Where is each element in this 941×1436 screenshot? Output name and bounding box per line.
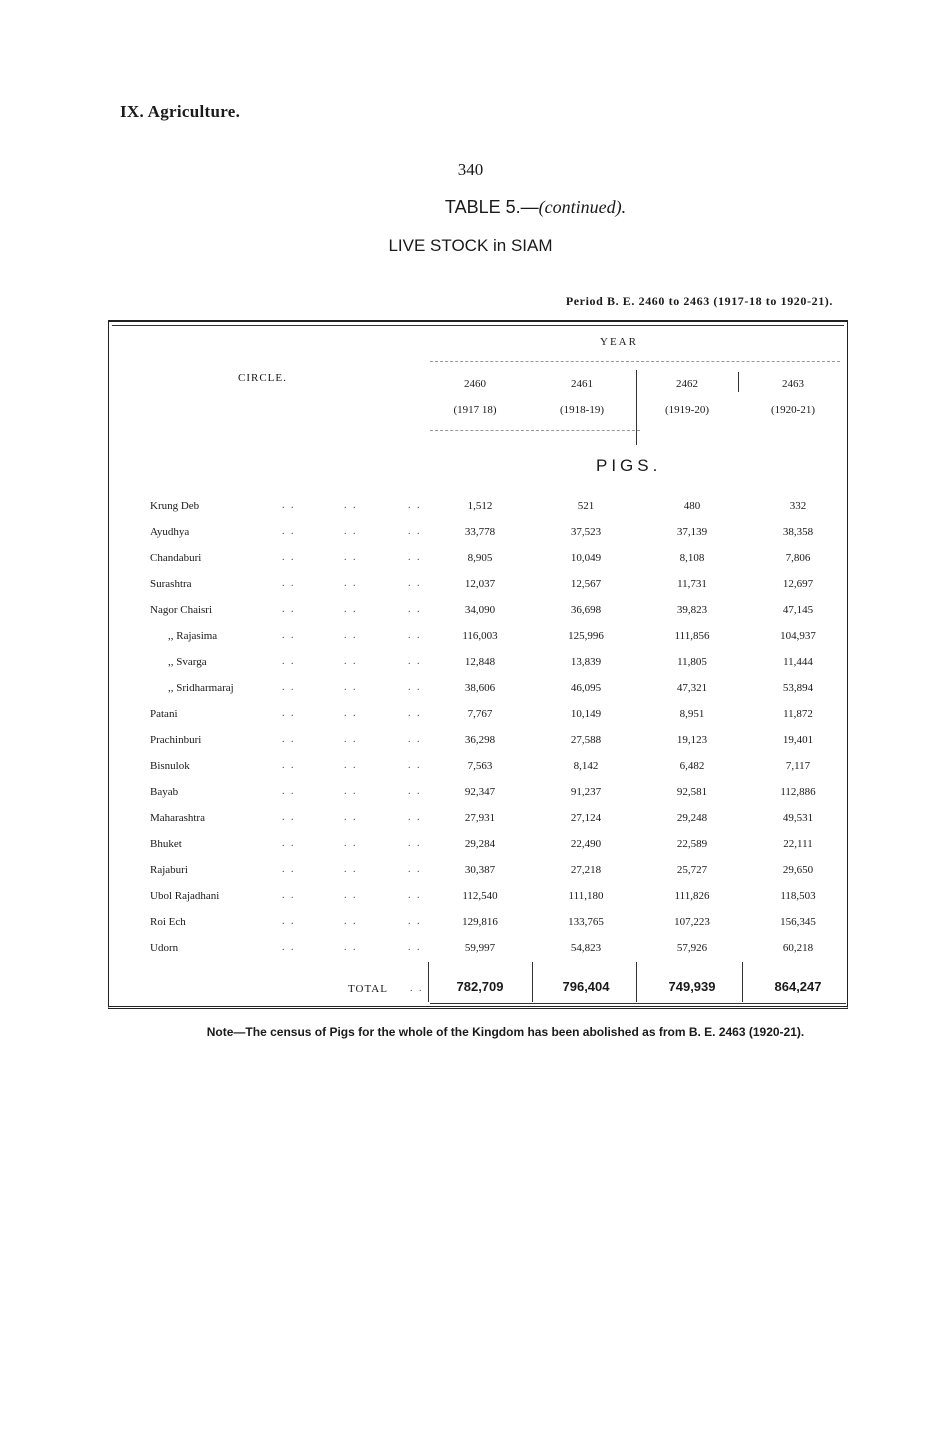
value-cell-2461: 46,095 bbox=[570, 682, 602, 694]
leader-dots: . . bbox=[282, 734, 296, 745]
leader-dots: . . bbox=[282, 604, 296, 615]
value-cell-2463: 12,697 bbox=[782, 578, 814, 590]
leader-dots: . . bbox=[344, 734, 358, 745]
value-cell-2460: 116,003 bbox=[462, 630, 498, 642]
table-row bbox=[0, 838, 941, 864]
circle-name: Bisnulok bbox=[150, 760, 190, 772]
leader-dots: . . bbox=[344, 812, 358, 823]
value-cell-2463: 11,444 bbox=[783, 656, 813, 668]
circle-name: Ayudhya bbox=[150, 526, 190, 538]
circle-name: Krung Deb bbox=[150, 500, 200, 512]
value-cell-2462: 37,139 bbox=[676, 526, 708, 538]
year-column-greg-1: (1917 18) bbox=[453, 404, 497, 416]
year-column-year-4: 2463 bbox=[782, 378, 804, 390]
value-cell-2463: 118,503 bbox=[780, 890, 816, 902]
leader-dots: . . bbox=[408, 786, 422, 797]
table-title-main: TABLE 5.— bbox=[444, 197, 539, 217]
value-cell-2462: 111,826 bbox=[674, 890, 710, 902]
table-row bbox=[0, 526, 941, 552]
value-cell-2462: 22,589 bbox=[676, 838, 708, 850]
leader-dots: . . bbox=[282, 682, 296, 693]
value-cell-2461: 10,149 bbox=[570, 708, 602, 720]
circle-name: Roi Ech bbox=[150, 916, 186, 928]
header-bottom-rule bbox=[430, 430, 640, 431]
value-cell-2462: 39,823 bbox=[676, 604, 708, 616]
value-cell-2462: 47,321 bbox=[676, 682, 708, 694]
leader-dots: . . bbox=[408, 942, 422, 953]
value-cell-2463: 53,894 bbox=[782, 682, 814, 694]
table-top-rule bbox=[112, 325, 844, 326]
table-row bbox=[0, 604, 941, 630]
table-row bbox=[0, 942, 941, 968]
value-cell-2462: 480 bbox=[683, 500, 701, 512]
value-cell-2461: 27,124 bbox=[570, 812, 602, 824]
value-cell-2463: 11,872 bbox=[783, 708, 813, 720]
value-cell-2463: 156,345 bbox=[780, 916, 816, 928]
value-cell-2463: 49,531 bbox=[782, 812, 814, 824]
total-label: TOTAL bbox=[348, 983, 388, 995]
leader-dots: . . bbox=[344, 552, 358, 563]
table-row bbox=[0, 500, 941, 526]
value-cell-2460: 27,931 bbox=[464, 812, 496, 824]
table-row bbox=[0, 890, 941, 916]
leader-dots: . . bbox=[282, 942, 296, 953]
leader-dots: . . bbox=[282, 500, 296, 511]
circle-column-header: CIRCLE. bbox=[238, 372, 287, 384]
value-cell-2462: 107,223 bbox=[674, 916, 710, 928]
year-header-rule bbox=[430, 361, 840, 362]
total-leader-dots: . . bbox=[410, 983, 424, 994]
value-cell-2461: 91,237 bbox=[570, 786, 602, 798]
value-cell-2463: 38,358 bbox=[782, 526, 814, 538]
leader-dots: . . bbox=[344, 500, 358, 511]
value-cell-2461: 12,567 bbox=[570, 578, 602, 590]
circle-name: ,, Rajasima bbox=[168, 630, 218, 642]
leader-dots: . . bbox=[408, 812, 422, 823]
leader-dots: . . bbox=[344, 604, 358, 615]
leader-dots: . . bbox=[408, 890, 422, 901]
column-divider bbox=[738, 372, 739, 392]
circle-name: Patani bbox=[150, 708, 178, 720]
leader-dots: . . bbox=[408, 864, 422, 875]
leader-dots: . . bbox=[282, 916, 296, 927]
leader-dots: . . bbox=[408, 604, 422, 615]
value-cell-2462: 111,856 bbox=[674, 630, 710, 642]
year-header: YEAR bbox=[600, 336, 638, 348]
leader-dots: . . bbox=[344, 708, 358, 719]
value-cell-2461: 54,823 bbox=[570, 942, 602, 954]
leader-dots: . . bbox=[344, 526, 358, 537]
value-cell-2462: 19,123 bbox=[676, 734, 708, 746]
leader-dots: . . bbox=[408, 760, 422, 771]
value-cell-2460: 30,387 bbox=[464, 864, 496, 876]
table-row bbox=[0, 786, 941, 812]
circle-name: Bhuket bbox=[150, 838, 182, 850]
period-line: Period B. E. 2460 to 2463 (1917-18 to 1920-21). bbox=[565, 294, 833, 308]
value-cell-2460: 34,090 bbox=[464, 604, 496, 616]
value-cell-2460: 38,606 bbox=[464, 682, 496, 694]
leader-dots: . . bbox=[408, 682, 422, 693]
table-row bbox=[0, 812, 941, 838]
value-cell-2460: 59,997 bbox=[464, 942, 496, 954]
leader-dots: . . bbox=[344, 656, 358, 667]
table-row bbox=[0, 578, 941, 604]
leader-dots: . . bbox=[282, 760, 296, 771]
leader-dots: . . bbox=[408, 500, 422, 511]
leader-dots: . . bbox=[408, 734, 422, 745]
value-cell-2462: 29,248 bbox=[676, 812, 708, 824]
total-bottom-rule bbox=[430, 1003, 846, 1004]
leader-dots: . . bbox=[282, 890, 296, 901]
value-cell-2460: 36,298 bbox=[464, 734, 496, 746]
value-cell-2460: 112,540 bbox=[462, 890, 498, 902]
leader-dots: . . bbox=[344, 942, 358, 953]
leader-dots: . . bbox=[408, 916, 422, 927]
circle-name: Ubol Rajadhani bbox=[150, 890, 220, 902]
leader-dots: . . bbox=[408, 838, 422, 849]
leader-dots: . . bbox=[408, 552, 422, 563]
leader-dots: . . bbox=[282, 656, 296, 667]
table-row bbox=[0, 734, 941, 760]
value-cell-2461: 8,142 bbox=[573, 760, 599, 772]
value-cell-2460: 1,512 bbox=[467, 500, 493, 512]
table-row bbox=[0, 760, 941, 786]
circle-name: Prachinburi bbox=[150, 734, 202, 746]
total-2462: 749,939 bbox=[668, 979, 716, 994]
year-column-greg-4: (1920-21) bbox=[771, 404, 815, 416]
leader-dots: . . bbox=[282, 786, 296, 797]
value-cell-2460: 12,848 bbox=[464, 656, 496, 668]
circle-name: Bayab bbox=[150, 786, 179, 798]
value-cell-2461: 27,588 bbox=[570, 734, 602, 746]
table-subtitle: LIVE STOCK in SIAM bbox=[388, 236, 553, 255]
leader-dots: . . bbox=[408, 630, 422, 641]
leader-dots: . . bbox=[344, 890, 358, 901]
circle-name: Nagor Chaisri bbox=[150, 604, 213, 616]
value-cell-2463: 112,886 bbox=[780, 786, 816, 798]
column-divider bbox=[428, 962, 429, 1002]
circle-name: Chandaburi bbox=[150, 552, 202, 564]
year-column-greg-3: (1919-20) bbox=[665, 404, 709, 416]
total-2463: 864,247 bbox=[774, 979, 822, 994]
value-cell-2463: 332 bbox=[789, 500, 807, 512]
value-cell-2463: 47,145 bbox=[782, 604, 814, 616]
value-cell-2461: 27,218 bbox=[570, 864, 602, 876]
leader-dots: . . bbox=[282, 838, 296, 849]
value-cell-2461: 37,523 bbox=[570, 526, 602, 538]
total-2461: 796,404 bbox=[562, 979, 610, 994]
value-cell-2463: 104,937 bbox=[780, 630, 816, 642]
leader-dots: . . bbox=[408, 708, 422, 719]
leader-dots: . . bbox=[344, 916, 358, 927]
value-cell-2460: 12,037 bbox=[464, 578, 496, 590]
value-cell-2461: 521 bbox=[577, 500, 595, 512]
circle-name: Maharashtra bbox=[150, 812, 205, 824]
year-column-year-2: 2461 bbox=[571, 378, 593, 390]
value-cell-2463: 29,650 bbox=[782, 864, 814, 876]
table-row bbox=[0, 916, 941, 942]
value-cell-2462: 6,482 bbox=[679, 760, 705, 772]
value-cell-2460: 33,778 bbox=[464, 526, 496, 538]
value-cell-2460: 129,816 bbox=[462, 916, 498, 928]
pigs-section-label: PIGS. bbox=[596, 456, 662, 475]
value-cell-2460: 29,284 bbox=[464, 838, 496, 850]
circle-name: ,, Svarga bbox=[168, 656, 207, 668]
value-cell-2462: 8,108 bbox=[679, 552, 705, 564]
value-cell-2463: 7,117 bbox=[785, 760, 811, 772]
value-cell-2461: 13,839 bbox=[570, 656, 602, 668]
table-row bbox=[0, 552, 941, 578]
leader-dots: . . bbox=[408, 526, 422, 537]
value-cell-2462: 25,727 bbox=[676, 864, 708, 876]
value-cell-2460: 7,767 bbox=[467, 708, 493, 720]
leader-dots: . . bbox=[344, 682, 358, 693]
leader-dots: . . bbox=[344, 786, 358, 797]
value-cell-2463: 60,218 bbox=[782, 942, 814, 954]
column-divider bbox=[532, 962, 533, 1002]
value-cell-2462: 11,731 bbox=[677, 578, 707, 590]
value-cell-2460: 8,905 bbox=[467, 552, 493, 564]
table-row bbox=[0, 864, 941, 890]
value-cell-2462: 11,805 bbox=[677, 656, 707, 668]
leader-dots: . . bbox=[344, 760, 358, 771]
column-divider bbox=[742, 962, 743, 1002]
table-title-continued: (continued). bbox=[538, 197, 627, 217]
leader-dots: . . bbox=[282, 526, 296, 537]
year-column-year-1: 2460 bbox=[464, 378, 486, 390]
year-column-year-3: 2462 bbox=[676, 378, 698, 390]
page-number: 340 bbox=[457, 160, 484, 179]
footnote: Note—The census of Pigs for the whole of the Kingdom has been abolished as from B. E. 2463 (1920-21). bbox=[206, 1025, 805, 1039]
value-cell-2461: 10,049 bbox=[570, 552, 602, 564]
leader-dots: . . bbox=[344, 630, 358, 641]
leader-dots: . . bbox=[282, 708, 296, 719]
column-divider bbox=[636, 962, 637, 1002]
circle-name: Rajaburi bbox=[150, 864, 188, 876]
value-cell-2463: 22,111 bbox=[783, 838, 813, 850]
leader-dots: . . bbox=[282, 864, 296, 875]
leader-dots: . . bbox=[408, 656, 422, 667]
year-column-greg-2: (1918-19) bbox=[560, 404, 604, 416]
circle-name: ,, Sridharmaraj bbox=[168, 682, 234, 694]
leader-dots: . . bbox=[344, 864, 358, 875]
table-row bbox=[0, 630, 941, 656]
section-heading: IX. Agriculture. bbox=[120, 102, 241, 121]
value-cell-2462: 57,926 bbox=[676, 942, 708, 954]
value-cell-2461: 22,490 bbox=[570, 838, 602, 850]
circle-name: Surashtra bbox=[150, 578, 192, 590]
value-cell-2462: 8,951 bbox=[679, 708, 705, 720]
value-cell-2461: 111,180 bbox=[568, 890, 604, 902]
table-row bbox=[0, 682, 941, 708]
leader-dots: . . bbox=[282, 578, 296, 589]
table-row bbox=[0, 708, 941, 734]
leader-dots: . . bbox=[408, 578, 422, 589]
value-cell-2463: 7,806 bbox=[785, 552, 811, 564]
circle-name: Udorn bbox=[150, 942, 179, 954]
leader-dots: . . bbox=[344, 578, 358, 589]
value-cell-2461: 36,698 bbox=[570, 604, 602, 616]
value-cell-2461: 133,765 bbox=[568, 916, 604, 928]
value-cell-2460: 7,563 bbox=[467, 760, 493, 772]
value-cell-2463: 19,401 bbox=[782, 734, 814, 746]
value-cell-2462: 92,581 bbox=[676, 786, 708, 798]
leader-dots: . . bbox=[282, 630, 296, 641]
leader-dots: . . bbox=[282, 812, 296, 823]
leader-dots: . . bbox=[344, 838, 358, 849]
table-title bbox=[0, 197, 941, 218]
leader-dots: . . bbox=[282, 552, 296, 563]
table-row bbox=[0, 656, 941, 682]
total-2460: 782,709 bbox=[456, 979, 504, 994]
column-divider bbox=[636, 370, 637, 445]
value-cell-2461: 125,996 bbox=[568, 630, 604, 642]
value-cell-2460: 92,347 bbox=[464, 786, 496, 798]
